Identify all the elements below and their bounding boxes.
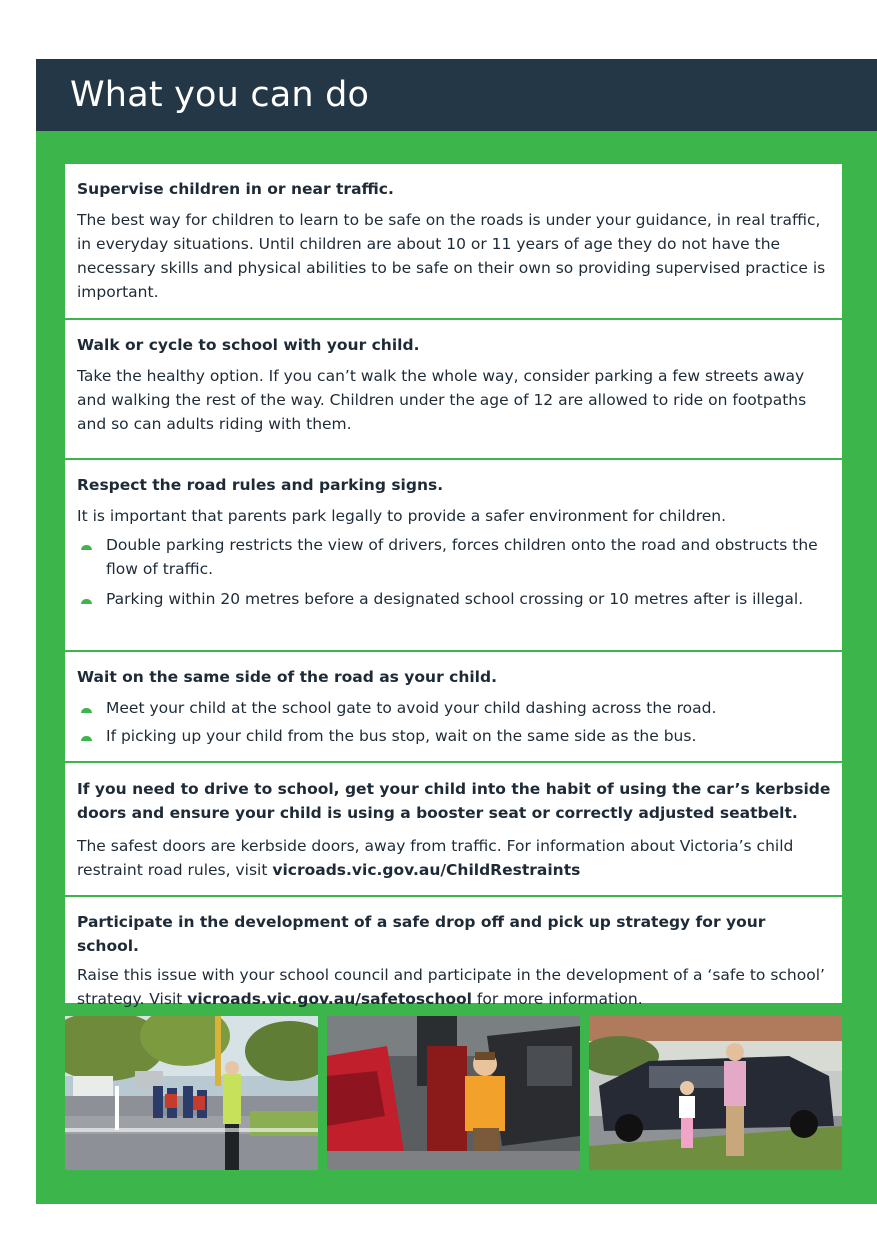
section-heading: Supervise children in or near traffic. bbox=[77, 180, 394, 198]
section-body: The safest doors are kerbside doors, away from traffic. For information about Victoria’s child restraint road rules, visit vicroads.vic.gov.au/ChildRestraints bbox=[77, 837, 794, 879]
photo-crossing-supervisor bbox=[65, 1016, 318, 1170]
section-supervise bbox=[65, 164, 842, 318]
section-body: It is important that parents park legally to provide a safer environment for children. bbox=[77, 507, 727, 525]
bullet-list bbox=[77, 696, 832, 748]
bullet-icon bbox=[81, 599, 92, 604]
photo-child-exiting-car bbox=[327, 1016, 580, 1170]
section-safe-drop-off bbox=[65, 897, 842, 1008]
section-body: Raise this issue with your school council and participate in the development of a ‘safe to school’ strategy. Visit vicroads.vic.gov.au/safetoschool for more information. bbox=[77, 966, 825, 1008]
section-drive-to-school bbox=[65, 763, 842, 895]
section-walk-cycle bbox=[65, 320, 842, 458]
list-item: If picking up your child from the bus stop, wait on the same side as the bus. bbox=[77, 724, 832, 748]
section-heading: Wait on the same side of the road as your child. bbox=[77, 668, 497, 686]
section-heading: If you need to drive to school, get your child into the habit of using the car’s kerbside doors and ensure your child is using a booster seat or correctly adjusted seatbelt. bbox=[77, 780, 831, 822]
bullet-icon bbox=[81, 545, 92, 550]
bullet-icon bbox=[81, 708, 92, 713]
list-item: Parking within 20 metres before a designated school crossing or 10 metres after is illegal. bbox=[77, 587, 832, 611]
page-header bbox=[36, 59, 877, 131]
section-wait-same-side bbox=[65, 652, 842, 761]
section-road-rules bbox=[65, 460, 842, 650]
child-restraints-link[interactable]: vicroads.vic.gov.au/ChildRestraints bbox=[272, 861, 581, 879]
photo-parent-with-child bbox=[589, 1016, 842, 1170]
safe-to-school-link[interactable]: vicroads.vic.gov.au/safetoschool bbox=[187, 990, 472, 1008]
page-title: What you can do bbox=[70, 75, 370, 115]
bullet-icon bbox=[81, 736, 92, 741]
bullet-list bbox=[77, 533, 832, 611]
section-heading: Participate in the development of a safe drop off and pick up strategy for your school. bbox=[77, 913, 766, 955]
section-body: The best way for children to learn to be safe on the roads is under your guidance, in real traffic, in everyday situations. Until children are about 10 or 11 years of age they do not have the necessary skills and physical abilities to be safe on their own so providing supervised practice is important. bbox=[77, 211, 826, 301]
section-heading: Respect the road rules and parking signs. bbox=[77, 476, 444, 494]
section-body: Take the healthy option. If you can’t walk the whole way, consider parking a few streets away and walking the rest of the way. Children under the age of 12 are allowed to ride on footpaths and so can adults riding with them. bbox=[77, 367, 807, 433]
list-item: Double parking restricts the view of drivers, forces children onto the road and obstructs the flow of traffic. bbox=[77, 533, 832, 581]
section-heading: Walk or cycle to school with your child. bbox=[77, 336, 420, 354]
list-item: Meet your child at the school gate to avoid your child dashing across the road. bbox=[77, 696, 832, 720]
